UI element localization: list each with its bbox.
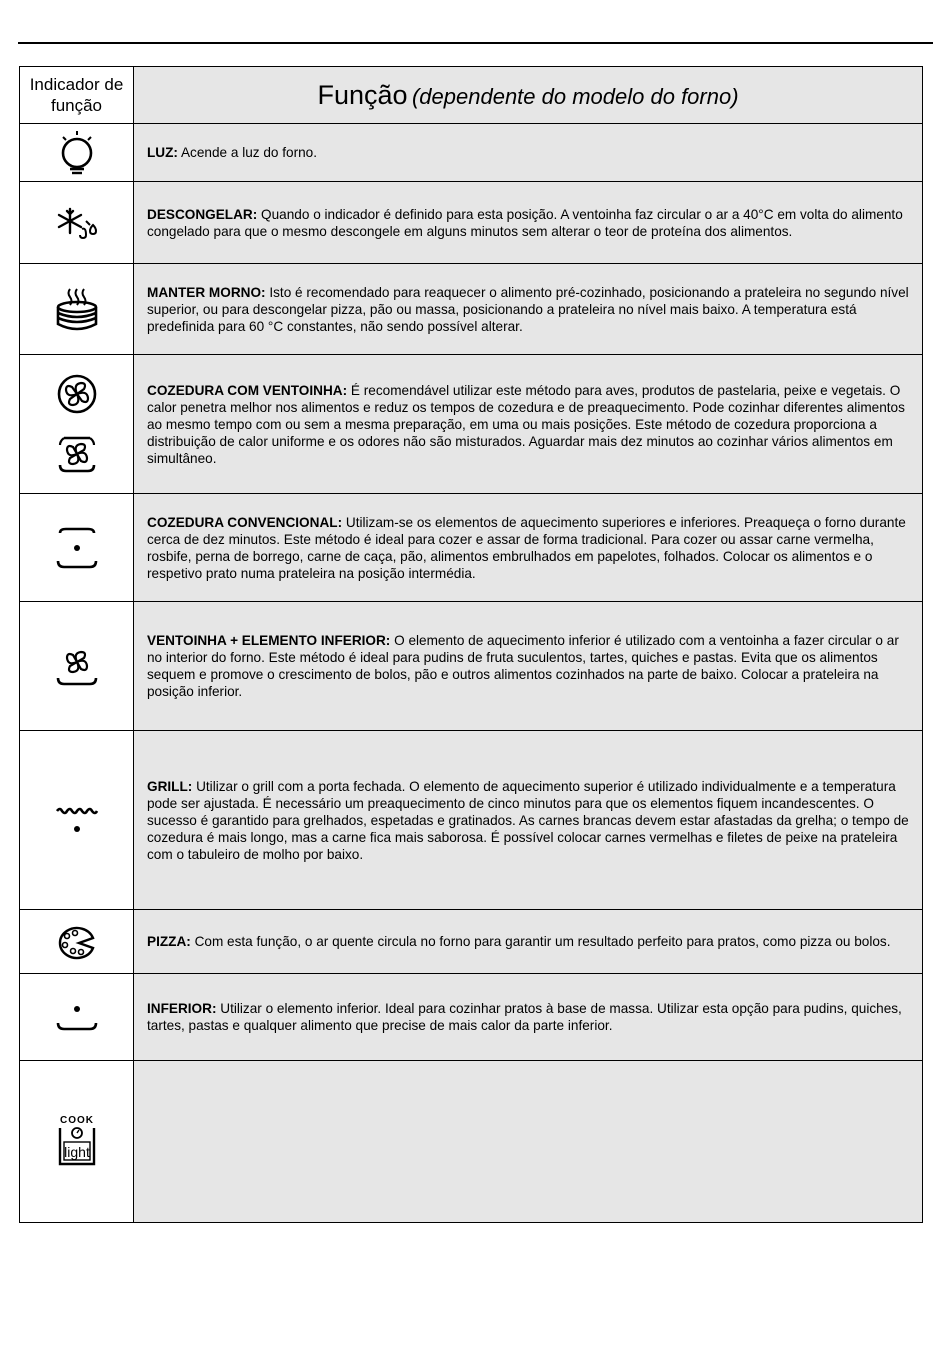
function-title: MANTER MORNO:	[147, 284, 266, 300]
function-text: Utilizar o elemento inferior. Ideal para cozinhar pratos à base de massa. Utilizar esta opção para pudins, quiches, tartes, pastas e qualquer alimento que precise de mais calor da parte inferior.	[147, 1001, 902, 1033]
function-column-header	[134, 67, 923, 124]
function-description	[134, 494, 923, 602]
table-header-row	[20, 67, 923, 124]
function-title: PIZZA:	[147, 934, 191, 949]
indicator-cell	[20, 182, 134, 264]
pizza-icon	[55, 924, 99, 960]
fan-ring-icon	[56, 433, 98, 475]
function-title: COZEDURA COM VENTOINHA:	[147, 382, 348, 398]
fan-circle-icon	[56, 373, 98, 415]
indicator-column-header: Indicador de função	[20, 67, 134, 124]
function-description	[134, 974, 923, 1061]
function-description	[134, 124, 923, 182]
indicator-cell	[20, 910, 134, 974]
table-row	[20, 182, 923, 264]
table-row	[20, 494, 923, 602]
function-title: INFERIOR:	[147, 1001, 217, 1016]
light-bulb-icon	[57, 129, 97, 177]
indicator-cell	[20, 731, 134, 910]
function-description	[134, 910, 923, 974]
table-row	[20, 355, 923, 494]
function-title: DESCONGELAR:	[147, 206, 258, 222]
indicator-cell	[20, 602, 134, 731]
indicator-cell	[20, 264, 134, 355]
table-row	[20, 124, 923, 182]
table-row	[20, 264, 923, 355]
function-text: O elemento de aquecimento inferior é utilizado com a ventoinha a fazer circular o ar no interior do forno. Este método é ideal para pudins de fruta suculentos, tartes, quiches e pastas. Evita que os alimentos sequem e promove o crescimento de bolos, pão e outros alimentos cozinhados na parte de baixo. Colocar a prateleira na posição inferior.	[147, 633, 899, 699]
function-text: Isto é recomendado para reaquecer o alimento pré-cozinhado, posicionando a prateleira no segundo nível superior, ou para descongelar pizza, pão ou massa, posicionando a prateleira no nível mais baixo. A temperatura está predefinida para 60 °C constantes, não sendo possível alterar.	[147, 284, 909, 334]
bottom-heat-icon	[54, 999, 100, 1035]
function-header-title: Função	[317, 79, 408, 110]
function-text: Utilizar o grill com a porta fechada. O elemento de aquecimento superior é utilizado individualmente e a temperatura pode ser ajustada. É necessário um preaquecimento de cinco minutos para que os elementos fiquem incandescentes. O sucesso é garantido para grelhados, espetadas e gratinados. As carnes brancas devem estar afastadas da grelha; o tempo de cozedura é mais longo, mas a carne fica mais saborosa. É possível colocar carnes vermelhas e filetes de peixe na prateleira com o tabuleiro de molho por baixo.	[147, 778, 909, 862]
function-description	[134, 264, 923, 355]
function-title: COZEDURA CONVENCIONAL:	[147, 514, 343, 530]
function-description	[134, 602, 923, 731]
function-header-subtitle: (dependente do modelo do forno)	[411, 83, 739, 109]
function-description	[134, 182, 923, 264]
table-row	[20, 731, 923, 910]
table-row	[20, 974, 923, 1061]
fan-bottom-icon	[55, 644, 99, 688]
top-rule	[18, 42, 933, 44]
function-table	[19, 66, 923, 1223]
function-title: GRILL:	[147, 778, 193, 794]
cook-light-icon	[52, 1114, 102, 1170]
indicator-cell	[20, 494, 134, 602]
function-title: VENTOINHA + ELEMENTO INFERIOR:	[147, 633, 391, 648]
function-text: É recomendável utilizar este método para aves, produtos de pastelaria, peixe e vegetais. O calor penetra melhor nos alimentos e reduz os tempos de cozedura e de preaquecimento. Pode cozinhar diferentes alimentos ao mesmo tempo com ou sem a mesma preparação, em uma ou mais posições. Este método de cozedura proporciona a distribuição de calor uniforme e os odores não são misturados. Aguardar mais dez minutos ao cozinhar vários alimentos em simultâneo.	[147, 382, 905, 466]
function-text: Com esta função, o ar quente circula no forno para garantir um resultado perfeito para pratos, como pizza ou bolos.	[190, 934, 891, 949]
grill-icon	[54, 803, 100, 837]
table-row	[20, 1061, 923, 1223]
function-text: Acende a luz do forno.	[177, 145, 318, 160]
indicator-cell	[20, 1061, 134, 1223]
function-description	[134, 1061, 923, 1223]
function-description	[134, 731, 923, 910]
defrost-icon	[54, 203, 100, 243]
function-text: Utilizam-se os elementos de aquecimento superiores e inferiores. Preaqueça o forno durante cerca de dez minutos. Este método é ideal para cozer e assar de forma tradicional. Para cozer ou assar carne vermelha, rosbife, perna de borrego, carne de caça, pão, alimentos embrulhados em papelotes, folhados. Colocar os alimentos e o respetivo prato numa prateleira na posição intermédia.	[147, 514, 906, 581]
conventional-icon	[54, 525, 100, 571]
table-row	[20, 910, 923, 974]
cook-icon-label: COOK	[59, 1114, 94, 1126]
function-text: Quando o indicador é definido para esta posição. A ventoinha faz circular o ar a 40°C em volta do alimento congelado para que o mesmo descongele em alguns minutos sem alterar o teor de proteína dos alimentos.	[147, 206, 903, 239]
function-description	[134, 355, 923, 494]
indicator-cell	[20, 355, 134, 494]
keep-warm-icon	[54, 286, 100, 332]
table-row	[20, 602, 923, 731]
light-icon-label: light	[63, 1143, 90, 1160]
indicator-cell	[20, 124, 134, 182]
indicator-cell	[20, 974, 134, 1061]
function-title: LUZ:	[147, 145, 178, 160]
